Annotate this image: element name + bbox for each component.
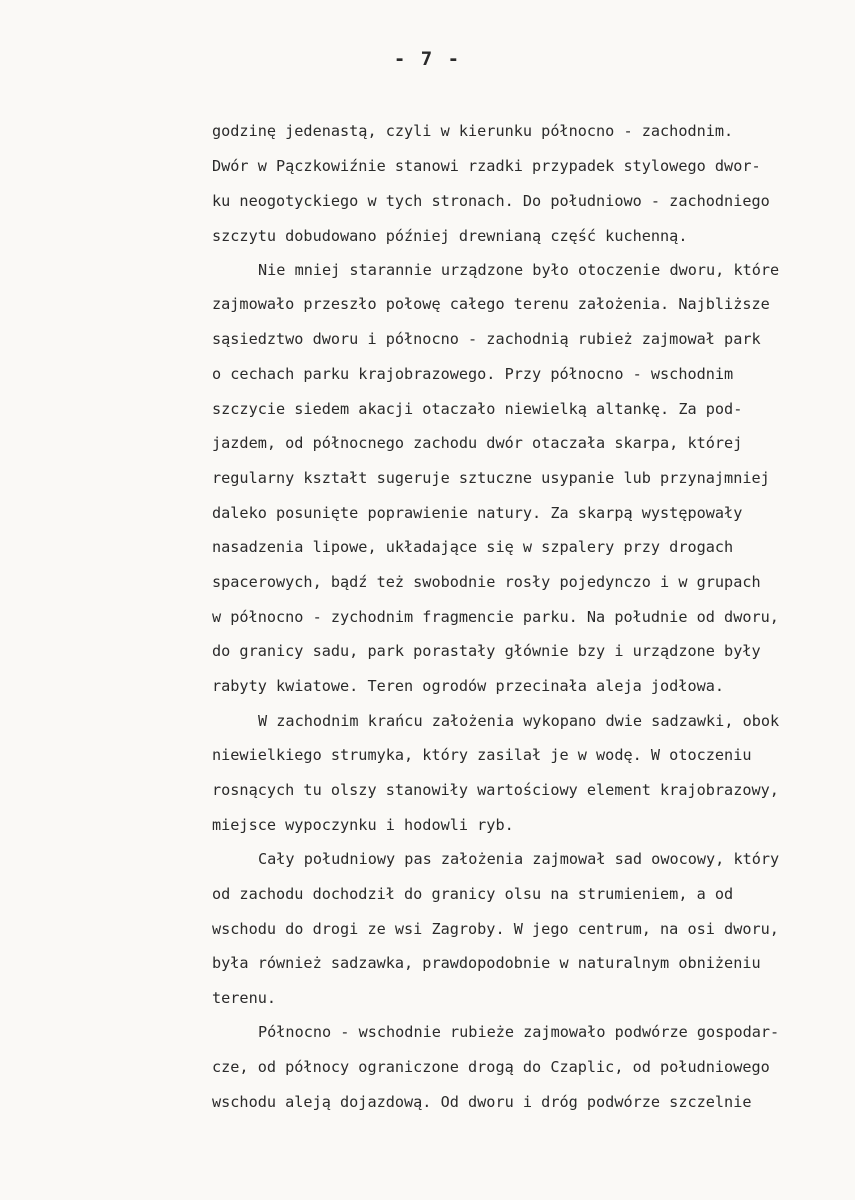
text-line: sąsiedztwo dworu i północno - zachodnią rubież zajmował park bbox=[212, 330, 761, 348]
text-line: do granicy sadu, park porastały głównie bzy i urządzone były bbox=[212, 642, 761, 660]
text-line: szczycie siedem akacji otaczało niewielką altankę. Za pod- bbox=[212, 400, 743, 418]
text-line: daleko posunięte poprawienie natury. Za skarpą występowały bbox=[212, 504, 743, 522]
text-line: rabyty kwiatowe. Teren ogrodów przecinała aleja jodłowa. bbox=[212, 677, 725, 695]
text-line: terenu. bbox=[212, 989, 277, 1007]
text-line: regularny kształt sugeruje sztuczne usypanie lub przynajmniej bbox=[212, 469, 770, 487]
text-line: w północno - zychodnim fragmencie parku. Na południe od dworu, bbox=[212, 608, 779, 626]
text-line: miejsce wypoczynku i hodowli ryb. bbox=[212, 816, 514, 834]
text-line: Nie mniej starannie urządzone było otoczenie dworu, które bbox=[258, 261, 780, 279]
text-line: zajmowało przeszło połowę całego terenu założenia. Najbliższe bbox=[212, 295, 770, 313]
text-line: godzinę jedenastą, czyli w kierunku północno - zachodnim. bbox=[212, 122, 734, 140]
text-line: Północno - wschodnie rubieże zajmowało podwórze gospodar- bbox=[258, 1023, 780, 1041]
text-line: rosnących tu olszy stanowiły wartościowy element krajobrazowy, bbox=[212, 781, 779, 799]
text-line: jazdem, od północnego zachodu dwór otaczała skarpa, której bbox=[212, 434, 743, 452]
text-line: szczytu dobudowano później drewnianą część kuchenną. bbox=[212, 227, 688, 245]
text-line: niewielkiego strumyka, który zasilał je w wodę. W otoczeniu bbox=[212, 746, 752, 764]
text-line: spacerowych, bądź też swobodnie rosły pojedynczo i w grupach bbox=[212, 573, 761, 591]
text-line: W zachodnim krańcu założenia wykopano dwie sadzawki, obok bbox=[258, 712, 780, 730]
text-line: od zachodu dochodził do granicy olsu na strumieniem, a od bbox=[212, 885, 734, 903]
text-line: nasadzenia lipowe, układające się w szpalery przy drogach bbox=[212, 538, 734, 556]
text-line: cze, od północy ograniczone drogą do Czaplic, od południowego bbox=[212, 1058, 770, 1076]
text-line: ku neogotyckiego w tych stronach. Do południowo - zachodniego bbox=[212, 192, 770, 210]
text-line: Dwór w Pączkowiźnie stanowi rzadki przypadek stylowego dwor- bbox=[212, 157, 761, 175]
page-number: - 7 - bbox=[393, 48, 462, 70]
text-line: wschodu do drogi ze wsi Zagroby. W jego centrum, na osi dworu, bbox=[212, 920, 779, 938]
text-line: o cechach parku krajobrazowego. Przy północno - wschodnim bbox=[212, 365, 734, 383]
text-line: Cały południowy pas założenia zajmował sad owocowy, który bbox=[258, 850, 780, 868]
text-line: była również sadzawka, prawdopodobnie w naturalnym obniżeniu bbox=[212, 954, 761, 972]
text-line: wschodu aleją dojazdową. Od dworu i dróg podwórze szczelnie bbox=[212, 1093, 752, 1111]
